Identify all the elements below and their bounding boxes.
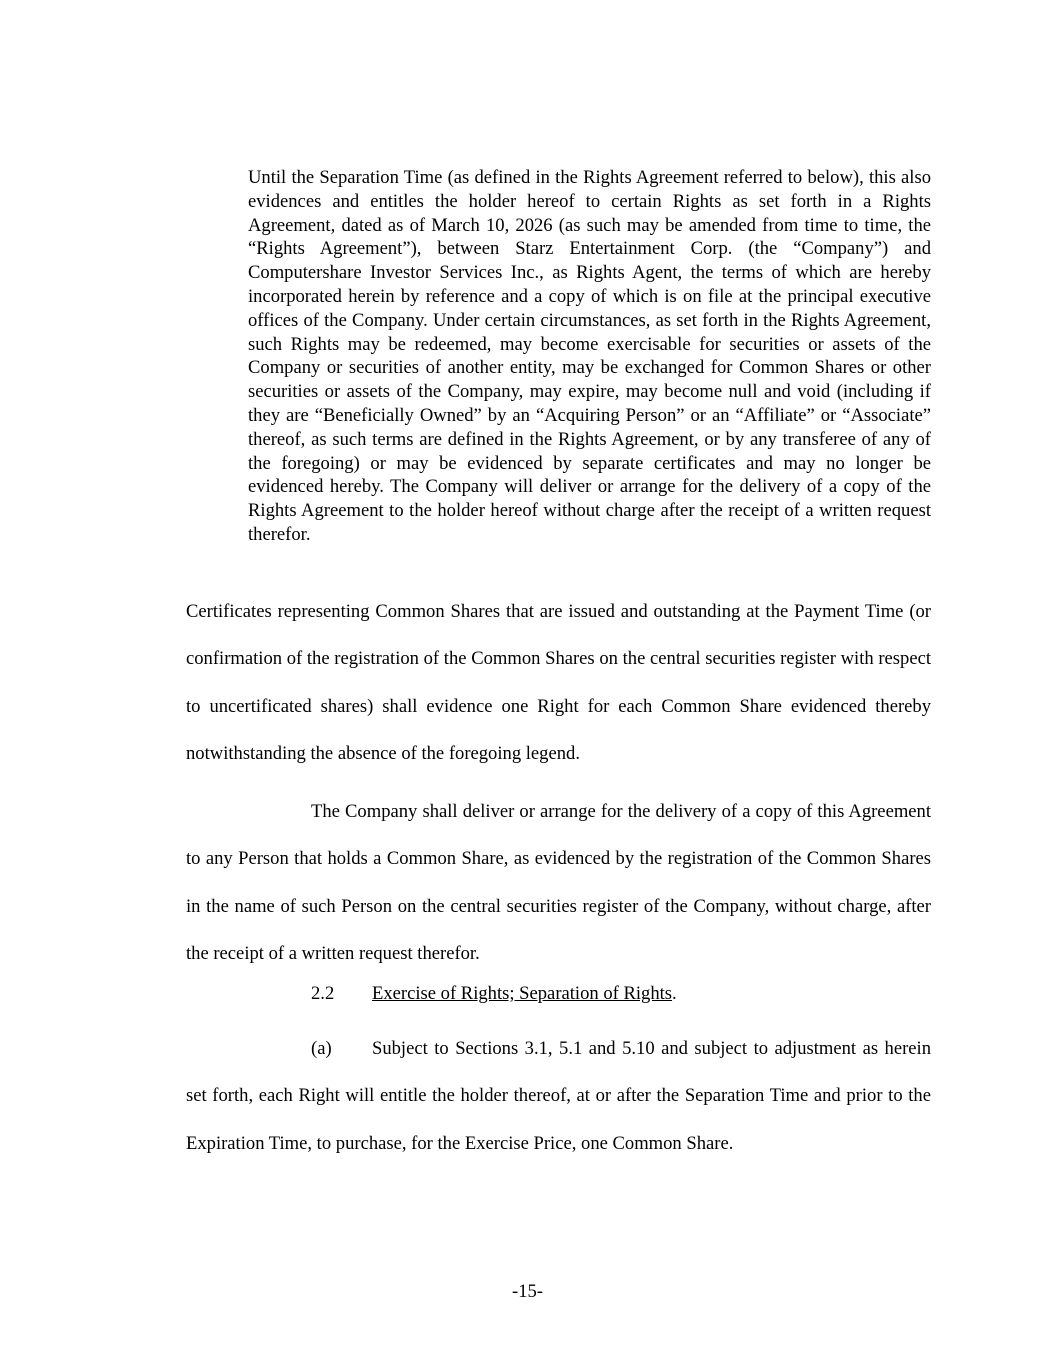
section-title-wrapper <box>372 978 677 1010</box>
section-title-suffix: . <box>672 983 677 1004</box>
section-number: 2.2 <box>311 983 335 1004</box>
subsection-lead <box>186 1025 372 1072</box>
subsection-text: Subject to Sections 3.1, 5.1 and 5.10 and subject to adjustment as herein set forth, each Right will entitle the holder thereof, at or after the Separation Time and prior to the Expiration Time, to purchase, for the Exercise Price, one Common Share. <box>186 1038 931 1154</box>
section-title: Exercise of Rights; Separation of Rights <box>372 983 673 1004</box>
delivery-paragraph: The Company shall deliver or arrange for the delivery of a copy of this Agreement to any Person that holds a Common Share, as evidenced by the registration of the Common Shares in the name of such Person on the central securities register of the Company, without charge, after the receipt of a written request therefor. <box>186 801 931 965</box>
subsection-a-paragraph <box>186 1025 931 1167</box>
rights-legend-text: Until the Separation Time (as defined in the Rights Agreement referred to below), this also evidences and entitles the holder hereof to certain Rights as set forth in a Rights Agreement, dated as of March 10, 2026 (as such may be amended from time to time, the “Rights Agreement”), between Starz Entertainment Corp. (the “Company”) and Computershare Investor Services Inc., as Rights Agent, the terms of which are hereby incorporated herein by reference and a copy of which is on file at the principal executive offices of the Company. Under certain circumstances, as set forth in the Rights Agreement, such Rights may be redeemed, may become exercisable for securities or assets of the Company or securities of another entity, may be exchanged for Common Shares or other securities or assets of the Company, may expire, may become null and void (including if they are “Beneficially Owned” by an “Acquiring Person” or an “Affiliate” or “Associate” thereof, as such terms are defined in the Rights Agreement, or by any transferee of any of the foregoing) or may be evidenced by separate certificates and may no longer be evidenced hereby. The Company will deliver or arrange for the delivery of a copy of the Rights Agreement to the holder hereof without charge after the receipt of a written request therefor. <box>248 167 931 545</box>
certificates-paragraph: Certificates representing Common Shares that are issued and outstanding at the Payment Time (or confirmation of the registration of the Common Shares on the central securities register with respect to uncertificated shares) shall evidence one Right for each Common Share evidenced thereby notwithstanding the absence of the foregoing legend. <box>186 601 931 765</box>
page-number: -15- <box>512 1281 543 1302</box>
subsection-label: (a) <box>311 1038 332 1059</box>
